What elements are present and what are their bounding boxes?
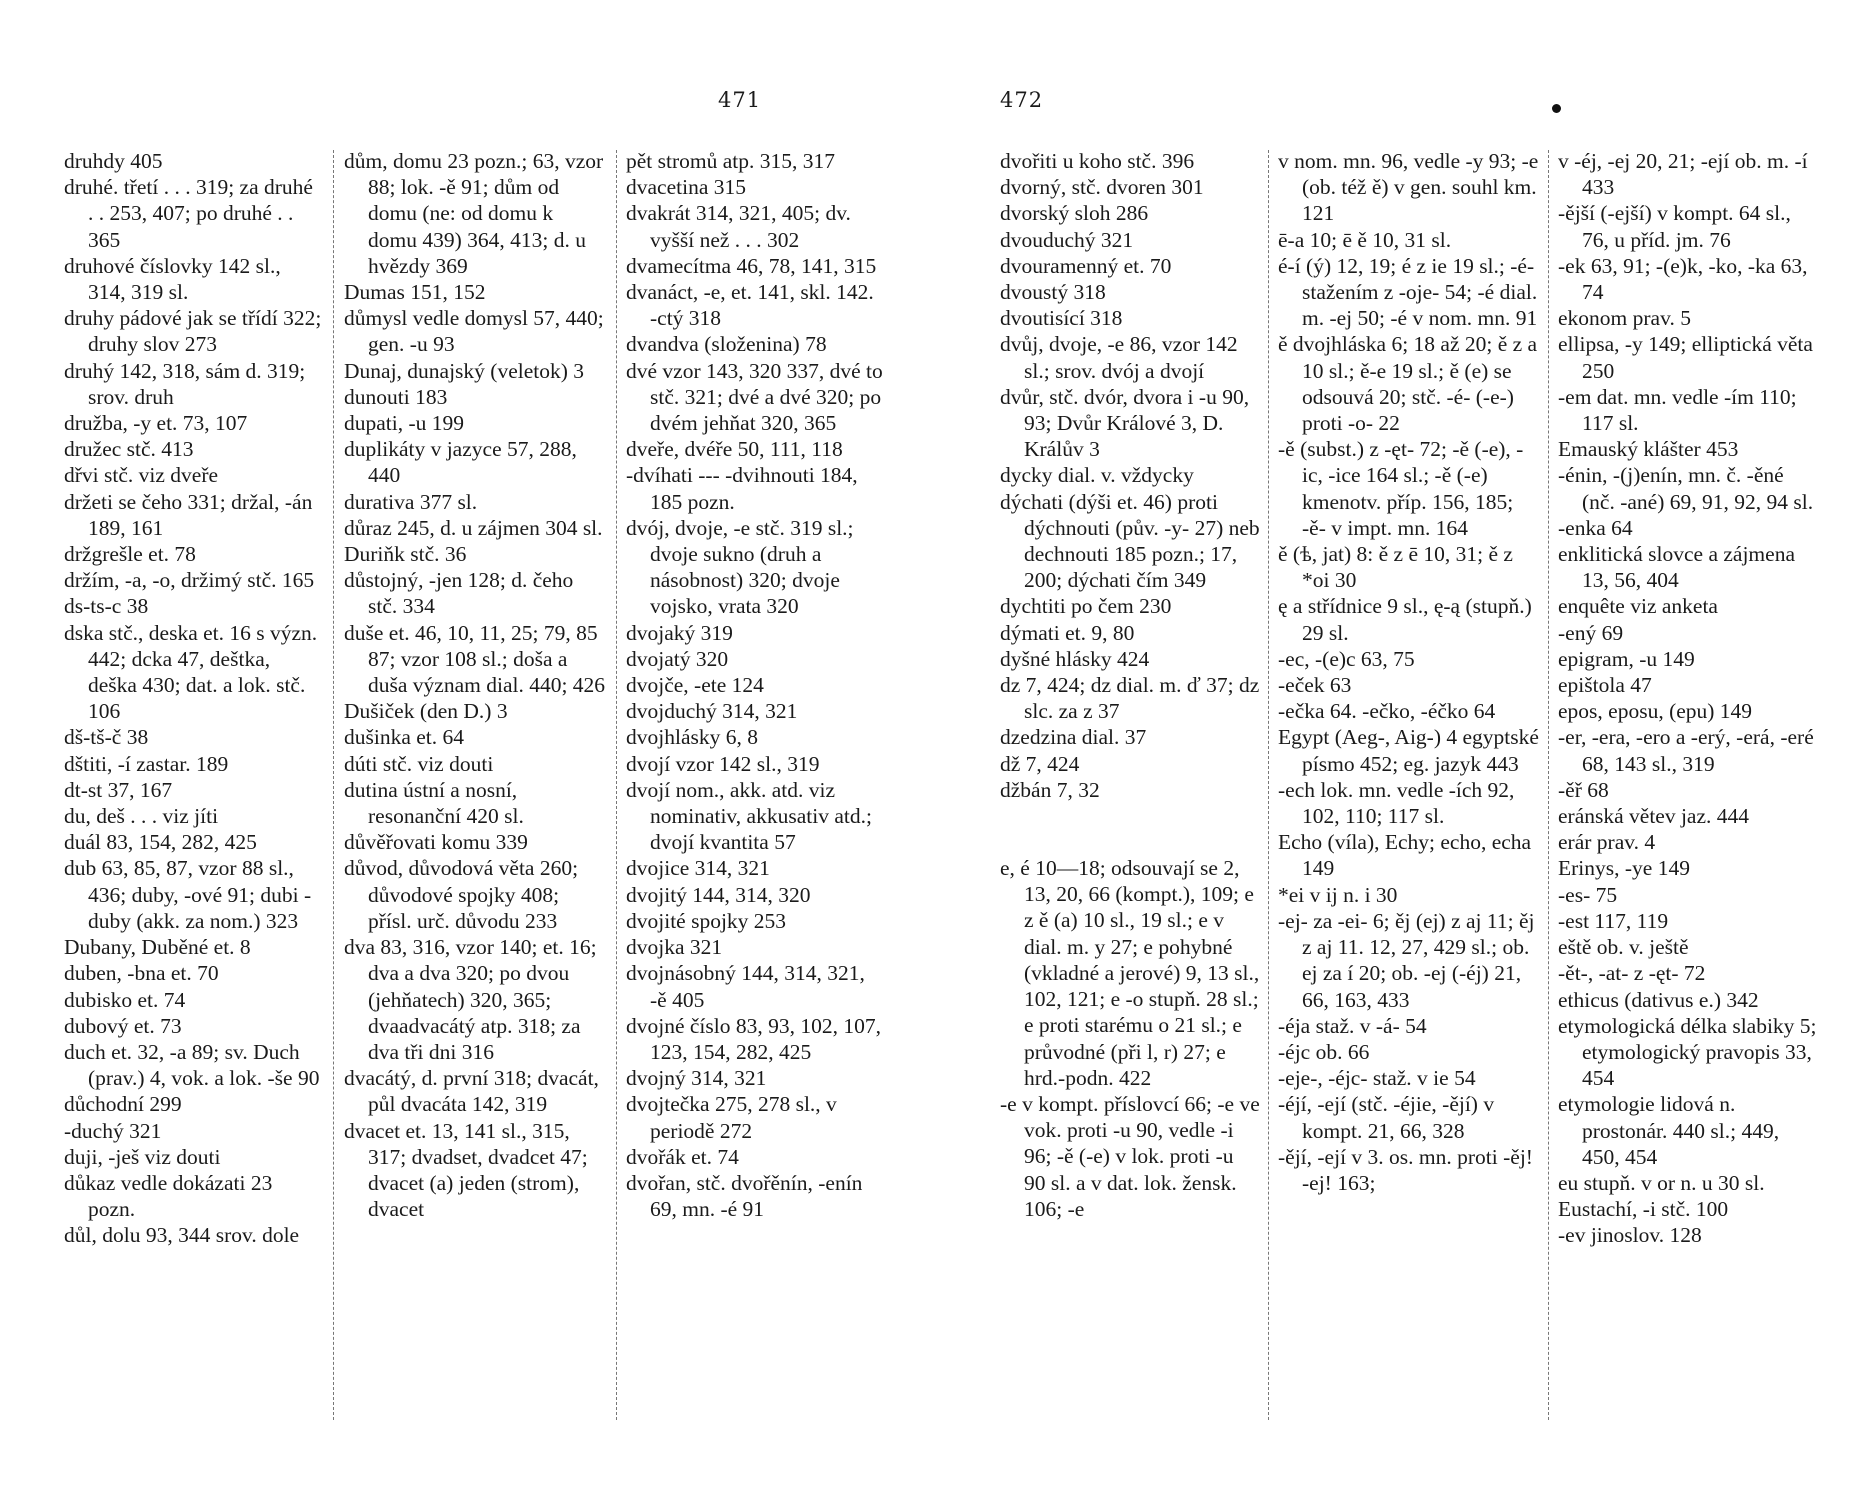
index-entry: dychtiti po čem 230 xyxy=(1000,594,1172,619)
index-entry: ě dvojhláska 6; 18 až 20; ě z a 10 sl.; ě-e 19 sl.; ě (e) se odsouvá 20; stč. -é- (-e-) proti -o- 22 xyxy=(1278,332,1538,436)
index-entry: -eje-, -éjc- staž. v ie 54 xyxy=(1278,1066,1476,1091)
index-entry: -es- 75 xyxy=(1558,882,1618,907)
index-entry: dunouti 183 xyxy=(344,384,448,409)
index-entry: -er, -era, -ero a -erý, -erá, -eré 68, 143 sl., 319 xyxy=(1558,725,1814,776)
index-entry: -ec, -(e)c 63, 75 xyxy=(1278,646,1415,671)
index-entry: dýchati (dýši et. 46) proti dýchnouti (pův. -y- 27) neb dechnouti 185 pozn.; 17, 200; dýchati čím 349 xyxy=(1000,489,1260,593)
index-entry: -éjí, -ejí (stč. -éjie, -ějí) v kompt. 21, 66, 328 xyxy=(1278,1092,1495,1143)
index-entry: epigram, -u 149 xyxy=(1558,646,1695,671)
index-entry: -est 117, 119 xyxy=(1558,908,1669,933)
index-entry xyxy=(1000,803,1260,829)
index-entry: dvojtečka 275, 278 sl., v periodě 272 xyxy=(626,1092,837,1143)
index-entry: dycky dial. v. vždycky xyxy=(1000,463,1194,488)
column-divider xyxy=(333,150,334,1420)
index-entry: Echo (víla), Echy; echo, echa 149 xyxy=(1278,830,1532,881)
index-entry: -énin, -(j)enín, mn. č. -ěné (nč. -ané) 69, 91, 92, 94 sl. xyxy=(1558,463,1814,514)
index-entry: dvojí nom., akk. atd. viz nominativ, akkusativ atd.; dvojí kvantita 57 xyxy=(626,777,872,855)
index-entry: -dvíhati --- -dvihnouti 184, 185 pozn. xyxy=(626,463,858,514)
index-entry: džbán 7, 32 xyxy=(1000,777,1100,802)
index-entry: dvacet et. 13, 141 sl., 315, 317; dvadset, dvadcet 47; dvacet (a) jeden (strom), dvacet xyxy=(344,1118,588,1222)
index-entry: eu stupň. v or n. u 30 sl. xyxy=(1558,1170,1765,1195)
index-entry: dvojatý 320 xyxy=(626,646,729,671)
index-entry: epos, eposu, (epu) 149 xyxy=(1558,699,1753,724)
index-entry: dvanáct, -e, et. 141, skl. 142. -ctý 318 xyxy=(626,280,874,331)
page-number-left: 471 xyxy=(718,88,762,112)
index-entry: dštiti, -í zastar. 189 xyxy=(64,751,229,776)
index-entry: důkaz vedle dokázati 23 pozn. xyxy=(64,1170,273,1222)
index-entry: dvojné číslo 83, 93, 102, 107, 123, 154, 282, 425 xyxy=(626,1013,881,1064)
index-entry: e, é 10—18; odsouvají se 2, 13, 20, 66 (kompt.), 109; e z ě (a) 10 sl., 19 sl.; e v dial. m. y 27; e pohybné (vkladné a jerové) 9, 13 sl., 102, 121; e -o stupň. 28 sl.; e proti starému o 21 sl.; e průvodné (při l, r) 27; e hrd.-podn. 422 xyxy=(1000,856,1260,1090)
index-entry: enquête viz anketa xyxy=(1558,594,1718,619)
index-column-6 xyxy=(1558,148,1820,1249)
index-entry: -em dat. mn. vedle -ím 110; 117 sl. xyxy=(1558,384,1797,436)
index-entry: ds-ts-c 38 xyxy=(64,594,149,619)
page-number-right: 472 xyxy=(1000,88,1044,112)
index-entry: eránská větev jaz. 444 xyxy=(1558,804,1750,829)
index-entry: dvořák et. 74 xyxy=(626,1144,739,1169)
index-entry: družec stč. 413 xyxy=(64,437,194,462)
index-entry: dvojnásobný 144, 314, 321, -ě 405 xyxy=(626,961,865,1012)
index-entry: ě (ѣ, jat) 8: ě z ē 10, 31; ě z *oi 30 xyxy=(1278,542,1513,593)
index-entry: dvandva (složenina) 78 xyxy=(626,332,827,357)
index-entry: -enka 64 xyxy=(1558,515,1633,540)
index-entry: důvěřovati komu 339 xyxy=(344,830,528,855)
index-entry: pět stromů atp. 315, 317 xyxy=(626,149,836,173)
index-entry: etymologie lidová n. prostonár. 440 sl.; 449, 450, 454 xyxy=(1558,1092,1780,1169)
index-entry: dvouramenný et. 70 xyxy=(1000,253,1172,278)
column-divider xyxy=(1268,150,1269,1420)
index-entry: Eustachí, -i stč. 100 xyxy=(1558,1197,1729,1222)
index-entry xyxy=(1000,829,1260,855)
index-entry: Duriňk stč. 36 xyxy=(344,542,467,567)
index-entry: dubový et. 73 xyxy=(64,1013,182,1038)
index-entry: dubisko et. 74 xyxy=(64,987,186,1012)
index-entry: -duchý 321 xyxy=(64,1118,162,1143)
index-entry: dvój, dvoje, -e stč. 319 sl.; dvoje sukno (druh a násobnost) 320; dvoje vojsko, vrata 320 xyxy=(626,515,854,619)
index-entry: dupati, -u 199 xyxy=(344,411,465,436)
index-entry: -ěř 68 xyxy=(1558,777,1609,802)
index-entry: du, deš . . . viz jíti xyxy=(64,804,219,829)
index-entry: Emauský klášter 453 xyxy=(1558,437,1739,462)
index-entry: dvojitý 144, 314, 320 xyxy=(626,882,811,907)
index-entry: dvoutisící 318 xyxy=(1000,306,1123,331)
index-entry: -ečka 64. -ečko, -éčko 64 xyxy=(1278,699,1496,724)
index-entry: -ej- za -ei- 6; ěj (ej) z aj 11; ěj z aj 11. 12, 27, 429 sl.; ob. ej za í 20; ob. -ej (-éj) 21, 66, 163, 433 xyxy=(1278,908,1535,1012)
index-entry: dúti stč. viz douti xyxy=(344,751,494,776)
index-entry: dvorný, stč. dvoren 301 xyxy=(1000,175,1204,200)
index-entry: druhové číslovky 142 sl., 314, 319 sl. xyxy=(64,253,281,305)
index-entry: držeti se čeho 331; držal, -án 189, 161 xyxy=(64,489,313,540)
index-entry: -éjc ob. 66 xyxy=(1278,1039,1370,1064)
index-column-2 xyxy=(344,148,606,1222)
index-entry: ellipsa, -y 149; elliptická věta 250 xyxy=(1558,332,1813,383)
index-entry: dvé vzor 143, 320 337, dvé to stč. 321; dvé a dvé 320; po dvém jehňat 320, 365 xyxy=(626,358,883,436)
index-entry: é-í (ý) 12, 19; é z ie 19 sl.; -é- stažením z -oje- 54; -é dial. m. -ej 50; -é v nom. mn. 91 xyxy=(1278,253,1538,331)
index-entry: dvojný 314, 321 xyxy=(626,1066,767,1091)
index-entry: druhdy 405 xyxy=(64,149,163,173)
index-entry: důmysl vedle domysl 57, 440; gen. -u 93 xyxy=(344,306,604,357)
index-entry: dřvi stč. viz dveře xyxy=(64,463,219,488)
index-entry: dvojka 321 xyxy=(626,935,723,960)
index-entry: dvůj, dvoje, -e 86, vzor 142 sl.; srov. dvój a dvojí xyxy=(1000,332,1238,383)
index-entry: druhé. třetí . . . 319; za druhé . . 253, 407; po druhé . . 365 xyxy=(64,175,313,252)
index-entry: -ějí, -ejí v 3. os. mn. proti -ěj! -ej! 163; xyxy=(1278,1144,1533,1195)
index-entry: duch et. 32, -a 89; sv. Duch (prav.) 4, vok. a lok. -še 90 xyxy=(64,1039,320,1091)
index-entry: dž 7, 424 xyxy=(1000,751,1080,776)
index-entry: dš-tš-č 38 xyxy=(64,725,149,750)
index-entry: -ený 69 xyxy=(1558,620,1624,645)
index-entry: duben, -bna et. 70 xyxy=(64,961,219,986)
index-entry: duji, -ješ viz douti xyxy=(64,1144,221,1169)
index-entry: dva 83, 316, vzor 140; et. 16; dva a dva 320; po dvou (jehňatech) 320, 365; dvaadvacátý atp. 318; za dva tři dni 316 xyxy=(344,935,597,1064)
index-entry: dub 63, 85, 87, vzor 88 sl., 436; duby, -ové 91; dubi - duby (akk. za nom.) 323 xyxy=(64,856,312,933)
index-entry: dvorský sloh 286 xyxy=(1000,201,1149,226)
index-entry: ethicus (dativus e.) 342 xyxy=(1558,987,1759,1012)
index-entry: -e v kompt. příslovcí 66; -e ve vok. proti -u 90, vedle -i 96; -ě (-e) v lok. proti -u 90 sl. a v dat. lok. žensk. 106; -e xyxy=(1000,1091,1260,1221)
index-entry: duál 83, 154, 282, 425 xyxy=(64,830,257,855)
index-entry: dvojice 314, 321 xyxy=(626,856,770,881)
index-entry: dvojhlásky 6, 8 xyxy=(626,725,758,750)
index-entry: důstojný, -jen 128; d. čeho stč. 334 xyxy=(344,568,574,619)
index-entry: dz 7, 424; dz dial. m. ď 37; dz slc. za z 37 xyxy=(1000,673,1260,724)
index-entry: důraz 245, d. u zájmen 304 sl. xyxy=(344,515,603,540)
index-column-5 xyxy=(1278,148,1540,1196)
index-entry: ekonom prav. 5 xyxy=(1558,306,1691,331)
index-entry: důchodní 299 xyxy=(64,1092,182,1117)
index-entry: enklitická slovce a zájmena 13, 56, 404 xyxy=(1558,542,1795,593)
index-entry: dvacátý, d. první 318; dvacát, půl dvacáta 142, 319 xyxy=(344,1066,599,1117)
index-entry: Dušiček (den D.) 3 xyxy=(344,699,508,724)
index-entry: -éja staž. v -á- 54 xyxy=(1278,1013,1427,1038)
index-entry: eště ob. v. ještě xyxy=(1558,935,1689,960)
index-entry: -ět-, -at- z -ęt- 72 xyxy=(1558,961,1706,986)
index-entry: ę a střídnice 9 sl., ę-ą (stupň.) 29 sl. xyxy=(1278,594,1532,645)
index-entry: dvakrát 314, 321, 405; dv. vyšší než . . . 302 xyxy=(626,201,851,252)
index-entry: dyšné hlásky 424 xyxy=(1000,646,1150,671)
index-column-1 xyxy=(64,148,322,1249)
index-column-3 xyxy=(626,148,886,1222)
index-entry: *ei v ij n. i 30 xyxy=(1278,882,1398,907)
index-entry: Dumas 151, 152 xyxy=(344,280,486,305)
index-entry: Egypt (Aeg-, Aig-) 4 egyptské písmo 452; eg. jazyk 443 xyxy=(1278,725,1539,776)
index-entry: -ev jinoslov. 128 xyxy=(1558,1223,1702,1248)
index-entry: erár prav. 4 xyxy=(1558,830,1656,855)
index-entry: dvořan, stč. dvořěnín, -enín 69, mn. -é 91 xyxy=(626,1170,863,1222)
index-entry: držím, -a, -o, držimý stč. 165 xyxy=(64,568,315,593)
index-entry: -ější (-ejší) v kompt. 64 sl., 76, u příd. jm. 76 xyxy=(1558,201,1791,252)
bullet-mark xyxy=(1552,104,1561,113)
index-entry: epištola 47 xyxy=(1558,673,1652,698)
index-entry: družba, -y et. 73, 107 xyxy=(64,411,248,436)
index-entry: dům, domu 23 pozn.; 63, vzor 88; lok. -ě 91; dům od domu (ne: od domu k domu 439) 364, 413; d. u hvězdy 369 xyxy=(344,149,604,278)
index-entry: dt-st 37, 167 xyxy=(64,777,173,802)
index-entry: dýmati et. 9, 80 xyxy=(1000,620,1135,645)
index-entry: durativa 377 sl. xyxy=(344,489,478,514)
index-entry: dzedzina dial. 37 xyxy=(1000,725,1147,750)
index-entry: v -éj, -ej 20, 21; -ejí ob. m. -í 433 xyxy=(1558,149,1808,200)
index-entry: dveře, dvéře 50, 111, 118 xyxy=(626,437,843,462)
index-entry: dvacetina 315 xyxy=(626,175,746,200)
index-entry: -ech lok. mn. vedle -ích 92, 102, 110; 117 sl. xyxy=(1278,777,1515,829)
index-entry: dutina ústní a nosní, resonanční 420 sl. xyxy=(344,777,524,829)
index-entry: ē-a 10; ē ě 10, 31 sl. xyxy=(1278,227,1452,252)
index-entry: dvojaký 319 xyxy=(626,620,733,645)
index-entry: Dunaj, dunajský (veletok) 3 xyxy=(344,358,585,383)
index-column-4 xyxy=(1000,148,1260,1222)
index-entry: -eček 63 xyxy=(1278,673,1352,698)
index-entry: Erinys, -ye 149 xyxy=(1558,856,1690,881)
index-entry: dvořiti u koho stč. 396 xyxy=(1000,149,1195,173)
index-entry: dvojí vzor 142 sl., 319 xyxy=(626,751,820,776)
index-entry: dvůr, stč. dvór, dvora i -u 90, 93; Dvůr Králové 3, D. Králův 3 xyxy=(1000,384,1250,462)
index-entry: dvojče, -ete 124 xyxy=(626,673,764,698)
index-entry: dvamecítma 46, 78, 141, 315 xyxy=(626,253,877,278)
index-entry: druhy pádové jak se třídí 322; druhy slov 273 xyxy=(64,306,322,357)
index-entry: -ek 63, 91; -(e)k, -ko, -ka 63, 74 xyxy=(1558,253,1808,305)
index-entry: dvojité spojky 253 xyxy=(626,908,787,933)
index-entry: duše et. 46, 10, 11, 25; 79, 85 87; vzor 108 sl.; doša a duša význam dial. 440; 426 xyxy=(344,620,606,698)
index-entry: v nom. mn. 96, vedle -y 93; -e (ob. též ě) v gen. souhl km. 121 xyxy=(1278,149,1539,226)
column-divider xyxy=(616,150,617,1420)
index-entry: duplikáty v jazyce 57, 288, 440 xyxy=(344,437,577,488)
index-entry: dvojduchý 314, 321 xyxy=(626,699,798,724)
index-entry: držgrešle et. 78 xyxy=(64,542,196,567)
index-entry: druhý 142, 318, sám d. 319; srov. druh xyxy=(64,358,306,409)
index-entry: dušinka et. 64 xyxy=(344,725,465,750)
index-entry: dska stč., deska et. 16 s význ. 442; dcka 47, deštka, deška 430; dat. a lok. stč. 106 xyxy=(64,620,318,724)
index-entry: dvoustý 318 xyxy=(1000,280,1106,305)
index-entry: Dubany, Duběné et. 8 xyxy=(64,935,251,960)
column-divider xyxy=(1548,150,1549,1420)
index-entry: etymologická délka slabiky 5; etymologický pravopis 33, 454 xyxy=(1558,1013,1817,1091)
index-entry: důvod, důvodová věta 260; důvodové spojky 408; přísl. urč. důvodu 233 xyxy=(344,856,579,933)
index-entry: -ě (subst.) z -ęt- 72; -ě (-e), -ic, -ice 164 sl.; -ě (-e) kmenotv. příp. 156, 185; -ě- v impt. mn. 164 xyxy=(1278,437,1524,540)
index-entry: důl, dolu 93, 344 srov. dole xyxy=(64,1223,300,1248)
index-entry: dvouduchý 321 xyxy=(1000,227,1134,252)
